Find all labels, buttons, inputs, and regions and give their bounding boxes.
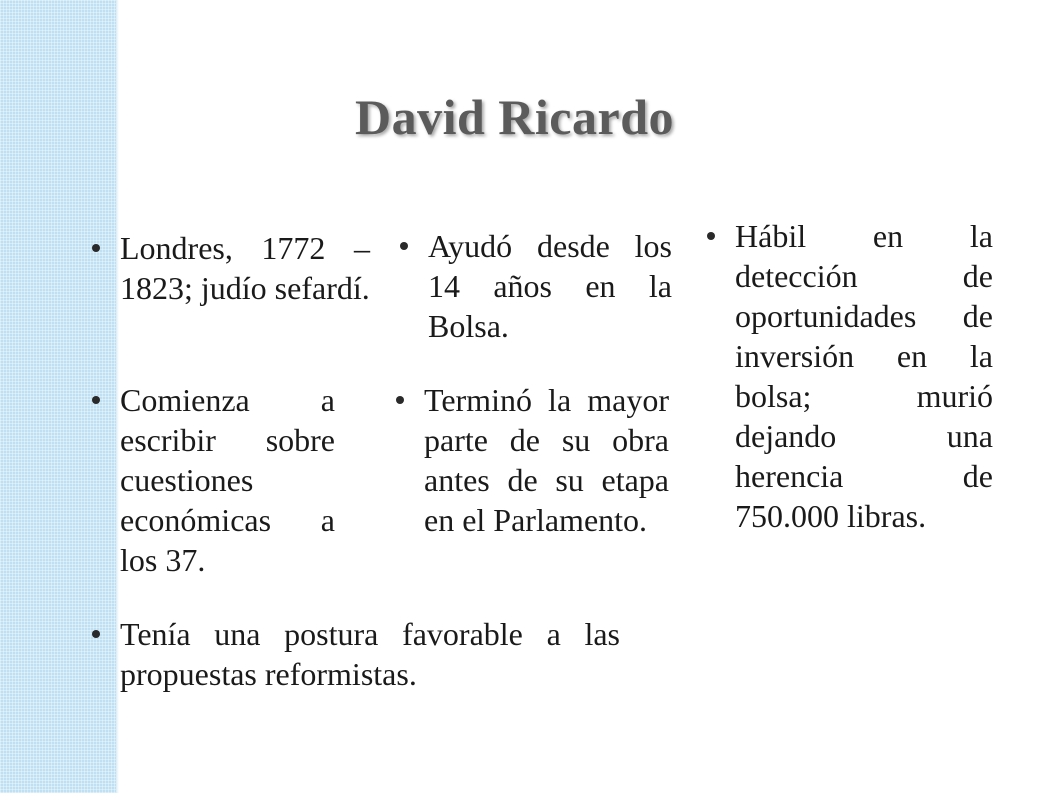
bullet-parliament xyxy=(424,380,669,540)
bullet-dot-icon xyxy=(400,242,408,250)
bullet-investment xyxy=(735,216,993,536)
bullet-reform xyxy=(120,614,620,694)
bullet-text: Terminó la mayor parte de su obra antes de su etapa en el Parlamento. xyxy=(424,382,669,538)
bullet-birth xyxy=(120,228,370,308)
bullet-text: Hábil en la detección de oportunidades de inversión en la bolsa; murió dejando una herencia de 750.000 libras. xyxy=(735,218,993,534)
bullet-text: Ayudó desde los 14 años en la Bolsa. xyxy=(428,228,672,344)
bullet-text: Londres, 1772 – 1823; judío sefardí. xyxy=(120,230,370,306)
bullet-dot-icon xyxy=(92,244,100,252)
bullet-bolsa xyxy=(428,226,672,346)
bullet-dot-icon xyxy=(92,630,100,638)
bullet-dot-icon xyxy=(92,396,100,404)
bullet-text: Comienza a escribir sobre cuestiones económicas a los 37. xyxy=(120,382,335,578)
bullet-text: Tenía una postura favorable a las propuestas reformistas. xyxy=(120,616,620,692)
bullet-dot-icon xyxy=(396,396,404,404)
bullet-writing xyxy=(120,380,335,580)
side-band-edge xyxy=(116,0,119,793)
bullet-dot-icon xyxy=(707,232,715,240)
slide-title: David Ricardo xyxy=(355,89,674,145)
